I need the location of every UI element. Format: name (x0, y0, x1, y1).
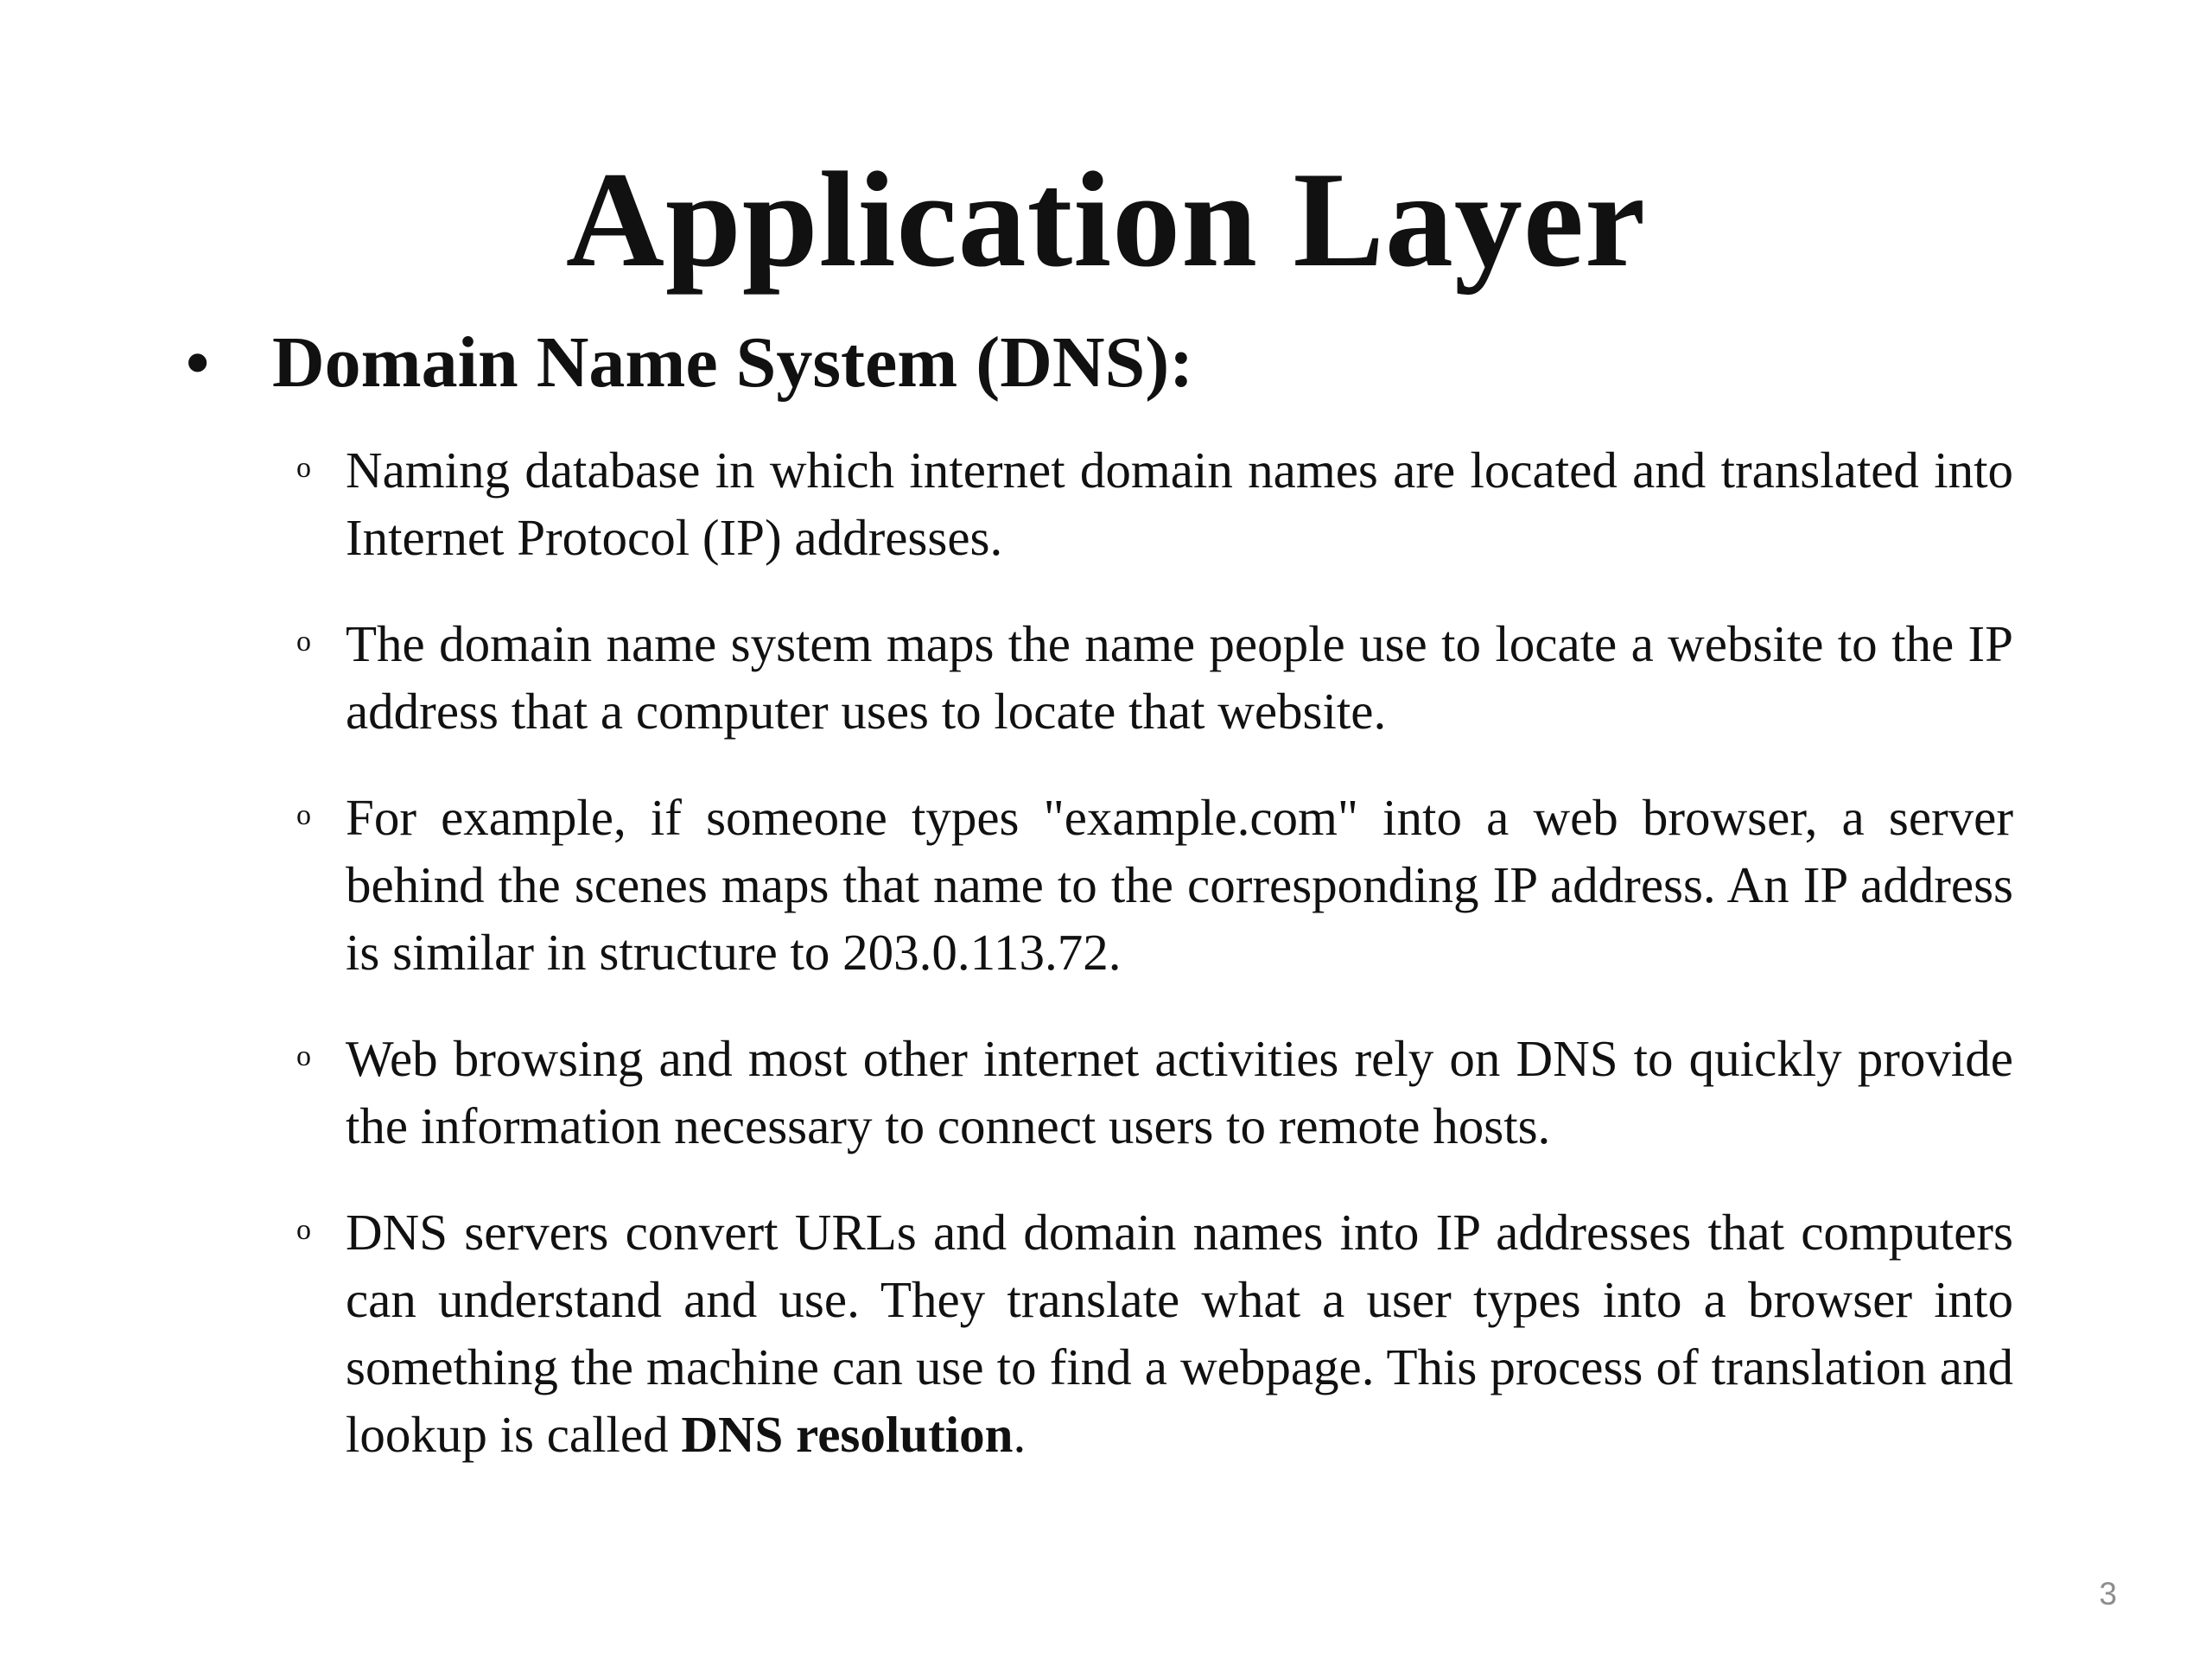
section-heading: Domain Name System (DNS): (272, 322, 1194, 403)
list-item (285, 784, 2013, 986)
slide-title: Application Layer (565, 144, 1647, 296)
list-item-text (346, 1204, 2013, 1463)
list-item-text: The domain name system maps the name people use to locate a website to the IP address that a computer uses to locate that website. (346, 615, 2013, 740)
sub-bullet-icon: o (296, 1214, 311, 1246)
section-bullet: • (186, 325, 210, 400)
dns-resolution-term: DNS resolution (681, 1406, 1014, 1463)
dns-bullet-list (285, 436, 2013, 1507)
section-heading-row (186, 315, 1193, 410)
list-item-text-end: . (1013, 1406, 1027, 1463)
slide-number: 3 (2099, 1576, 2117, 1611)
list-item (285, 610, 2013, 745)
list-item (285, 1198, 2013, 1468)
sub-bullet-icon: o (296, 799, 311, 831)
sub-bullet-icon: o (296, 452, 311, 484)
list-item-text: For example, if someone types "example.com" into a web browser, a server behind the scenes maps that name to the corresponding IP address. An IP address is similar in structure to 203.0.113.72. (346, 789, 2013, 981)
sub-bullet-icon: o (296, 626, 311, 658)
list-item-text: Web browsing and most other internet activities rely on DNS to quickly provide the information necessary to connect users to remote hosts. (346, 1030, 2013, 1154)
list-item (285, 1025, 2013, 1160)
list-item (285, 436, 2013, 571)
list-item-text-start: DNS servers convert URLs and domain names into IP addresses that computers can understand and use. They translate what a user types into a browser into something the machine can use to find a webpage. This process of translation and lookup is called (346, 1204, 2013, 1463)
sub-bullet-icon: o (296, 1040, 311, 1072)
list-item-text: Naming database in which internet domain names are located and translated into Internet Protocol (IP) addresses. (346, 442, 2013, 566)
